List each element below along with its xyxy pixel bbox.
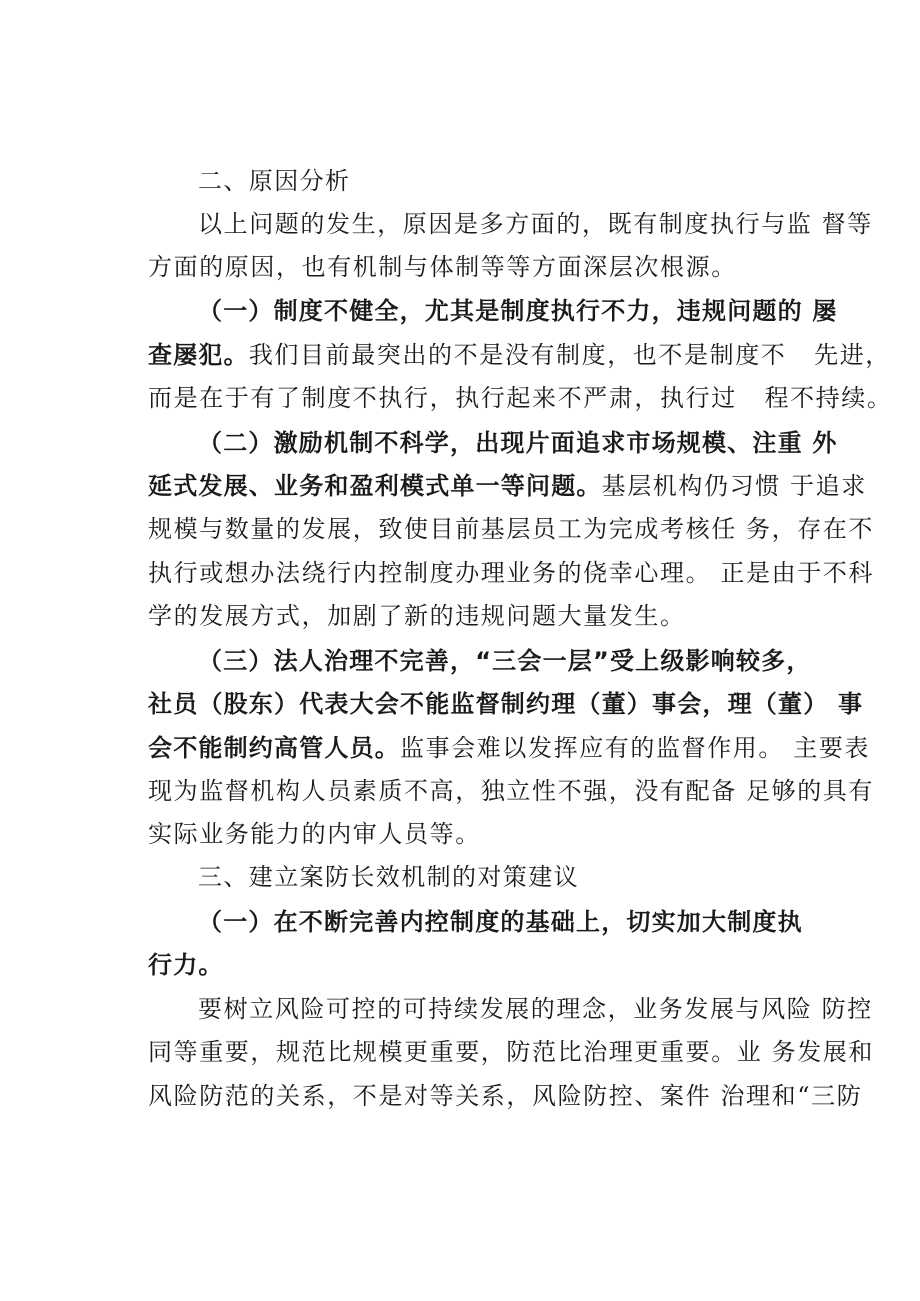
section-heading-reasons: 二、原因分析 [198, 167, 351, 195]
point1-line-2 [148, 334, 891, 376]
point2-heading-end: 延式发展、业务和盈利模式单一等问题。 [148, 472, 602, 500]
point3-heading-end: 会不能制约高管人员。 [148, 734, 400, 762]
closing-line-3: 风险防范的关系，不是对等关系，风险防控、案件 治理和“三防 [148, 1082, 863, 1110]
point2-line-4: 执行或想办法绕行内控制度办理业务的侥幸心理。 正是由于不科 [148, 559, 875, 587]
point1-heading-end: 查屡犯。 [148, 341, 249, 369]
intro-line-1: 以上问题的发生，原因是多方面的，既有制度执行与监 督等 [198, 210, 873, 238]
point1-heading-line-1: （一）制度不健全，尤其是制度执行不力，违规问题的 屡 [198, 297, 838, 325]
closing-line-1: 要树立风险可控的可持续发展的理念，业务发展与风险 防控 [198, 995, 873, 1023]
point3-line-4: 现为监督机构人员素质不高，独立性不强，没有配备 足够的具有 [148, 777, 875, 805]
point3-line-3 [148, 727, 871, 769]
point3-heading-line-2: 社员（股东）代表大会不能监督制约理（董）事会，理（董） 事 [148, 690, 864, 718]
point3-heading-line-1: （三）法人治理不完善，“三会一层”受上级影响较多， [198, 647, 812, 675]
point2-line-2 [148, 465, 867, 507]
point2-line-5: 学的发展方式，加剧了新的违规问题大量发生。 [148, 602, 686, 630]
section-heading-measures: 三、建立案防长效机制的对策建议 [198, 863, 579, 891]
intro-line-2: 方面的原因，也有机制与体制等等方面深层次根源。 [148, 253, 737, 281]
point3-body-start: 监事会难以发挥应有的监督作用。 主要表 [400, 734, 871, 762]
measure1-heading-line-2: 行力。 [148, 951, 224, 979]
point1-body-start: 我们目前最突出的不是没有制度，也不是制度不 先进， [248, 341, 891, 369]
point1-line-3: 而是在于有了制度不执行，执行起来不严肃，执行过 程不持续。 [148, 384, 893, 412]
point2-body-start: 基层机构仍习惯 于追求 [601, 472, 867, 500]
point2-line-3: 规模与数量的发展，致使目前基层员工为完成考核任 务，存在不 [148, 515, 875, 543]
point2-heading-line-1: （二）激励机制不科学，出现片面追求市场规模、注重 外 [198, 429, 838, 457]
measure1-heading-line-1: （一）在不断完善内控制度的基础上，切实加大制度执 [198, 908, 803, 936]
closing-line-2: 同等重要，规范比规模更重要，防范比治理更重要。业 务发展和 [148, 1038, 875, 1066]
point3-line-5: 实际业务能力的内审人员等。 [148, 820, 481, 848]
